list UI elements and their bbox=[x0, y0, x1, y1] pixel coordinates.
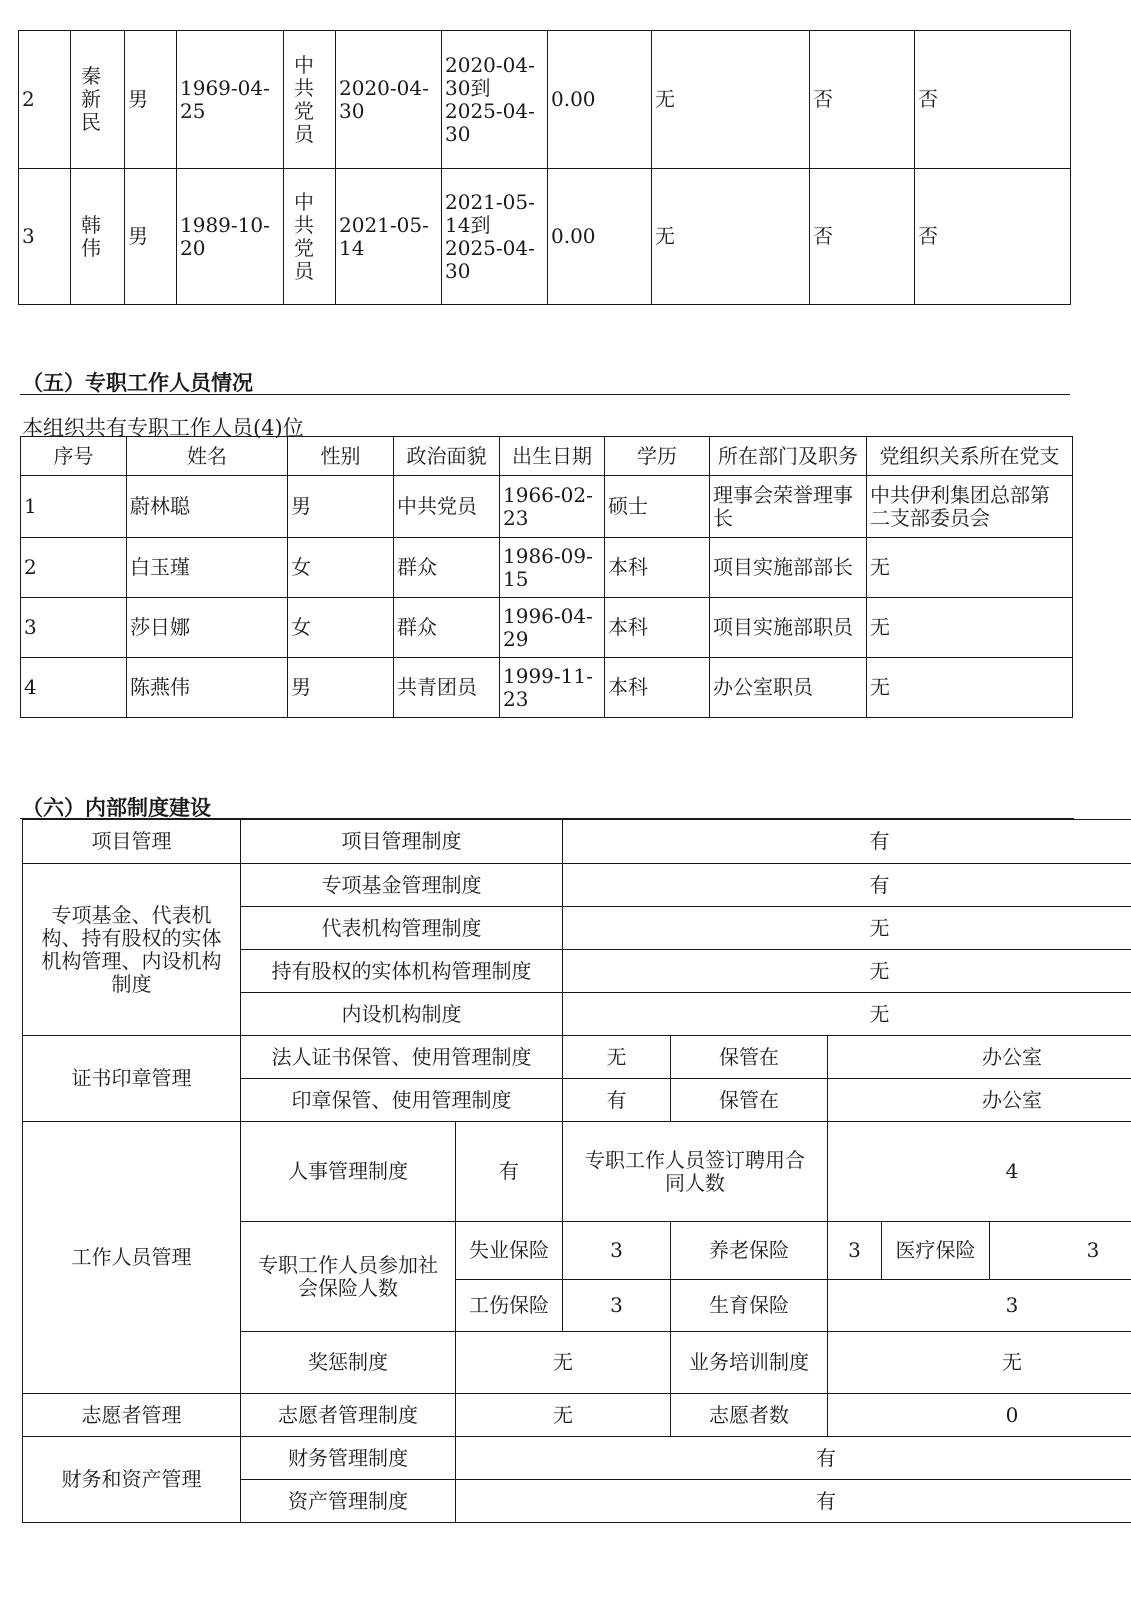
section-6-title: （六）内部制度建设 bbox=[22, 795, 211, 820]
staff-name: 白玉瑾 bbox=[127, 538, 288, 598]
member-col9: 无 bbox=[652, 169, 810, 305]
medical-label: 医疗保险 bbox=[882, 1222, 990, 1280]
special-funds-label: 专项基金、代表机构、持有股权的实体机构管理、内设机构制度 bbox=[23, 864, 241, 1036]
member-term: 2020-04-30到2025-04-30 bbox=[442, 31, 548, 169]
seal-kept: 办公室 bbox=[828, 1036, 1131, 1079]
hr-item: 人事管理制度 bbox=[241, 1122, 456, 1222]
staff-education: 本科 bbox=[605, 598, 710, 658]
staff-party-branch: 中共伊利集团总部第二支部委员会 bbox=[867, 476, 1073, 538]
pension-value: 3 bbox=[828, 1222, 882, 1280]
unemployment-label: 失业保险 bbox=[456, 1222, 563, 1280]
maternity-value: 3 bbox=[828, 1280, 1131, 1332]
finance-value: 有 bbox=[456, 1480, 1131, 1523]
training-value: 无 bbox=[828, 1332, 1131, 1394]
special-value: 无 bbox=[563, 907, 1131, 950]
member-name: 韩伟 bbox=[71, 169, 125, 305]
contract-value: 4 bbox=[828, 1122, 1131, 1222]
unemployment-value: 3 bbox=[563, 1222, 671, 1280]
finance-item: 资产管理制度 bbox=[241, 1480, 456, 1523]
member-col10: 否 bbox=[810, 169, 915, 305]
seal-item: 法人证书保管、使用管理制度 bbox=[241, 1036, 563, 1079]
member-col11: 否 bbox=[915, 31, 1071, 169]
special-value: 无 bbox=[563, 950, 1131, 993]
header-birth: 出生日期 bbox=[500, 437, 605, 476]
header-education: 学历 bbox=[605, 437, 710, 476]
special-value: 无 bbox=[563, 993, 1131, 1036]
staff-table bbox=[20, 436, 1073, 718]
staff-politics: 中共党员 bbox=[394, 476, 500, 538]
staff-header-row bbox=[21, 437, 1073, 476]
staff-party-branch: 无 bbox=[867, 538, 1073, 598]
staff-education: 硕士 bbox=[605, 476, 710, 538]
row-no: 3 bbox=[19, 169, 71, 305]
member-date: 2020-04-30 bbox=[336, 31, 442, 169]
training-label: 业务培训制度 bbox=[671, 1332, 828, 1394]
table-row bbox=[19, 169, 1071, 305]
staff-dept: 办公室职员 bbox=[710, 658, 867, 718]
volunteer-count-label: 志愿者数 bbox=[671, 1394, 828, 1437]
finance-label: 财务和资产管理 bbox=[23, 1437, 241, 1523]
staff-no: 3 bbox=[21, 598, 127, 658]
seal-item: 印章保管、使用管理制度 bbox=[241, 1079, 563, 1122]
row-no: 2 bbox=[19, 31, 71, 169]
staff-birth: 1999-11-23 bbox=[500, 658, 605, 718]
seal-kept-label: 保管在 bbox=[671, 1079, 828, 1122]
header-party-branch: 党组织关系所在党支 bbox=[867, 437, 1073, 476]
reward-label: 奖惩制度 bbox=[241, 1332, 456, 1394]
header-dept: 所在部门及职务 bbox=[710, 437, 867, 476]
special-item: 代表机构管理制度 bbox=[241, 907, 563, 950]
pension-label: 养老保险 bbox=[671, 1222, 828, 1280]
project-mgmt-value: 有 bbox=[563, 820, 1131, 864]
project-mgmt-item: 项目管理制度 bbox=[241, 820, 563, 864]
injury-label: 工伤保险 bbox=[456, 1280, 563, 1332]
member-birth: 1969-04-25 bbox=[177, 31, 284, 169]
table-row bbox=[21, 476, 1073, 538]
table-row bbox=[21, 658, 1073, 718]
seal-value: 有 bbox=[563, 1079, 671, 1122]
seal-value: 无 bbox=[563, 1036, 671, 1079]
staff-mgmt-label: 工作人员管理 bbox=[23, 1122, 241, 1394]
member-birth: 1989-10-20 bbox=[177, 169, 284, 305]
special-item: 持有股权的实体机构管理制度 bbox=[241, 950, 563, 993]
table-row bbox=[21, 598, 1073, 658]
member-amount: 0.00 bbox=[548, 169, 652, 305]
finance-value: 有 bbox=[456, 1437, 1131, 1480]
staff-education: 本科 bbox=[605, 538, 710, 598]
volunteer-value: 无 bbox=[456, 1394, 671, 1437]
staff-no: 1 bbox=[21, 476, 127, 538]
staff-gender: 男 bbox=[288, 658, 394, 718]
hr-value: 有 bbox=[456, 1122, 563, 1222]
injury-value: 3 bbox=[563, 1280, 671, 1332]
special-value: 有 bbox=[563, 864, 1131, 907]
staff-party-branch: 无 bbox=[867, 598, 1073, 658]
council-members-table bbox=[18, 30, 1071, 305]
staff-summary: 本组织共有专职工作人员(4)位 bbox=[22, 416, 304, 440]
staff-birth: 1996-04-29 bbox=[500, 598, 605, 658]
table-row bbox=[21, 538, 1073, 598]
seal-kept: 办公室 bbox=[828, 1079, 1131, 1122]
member-gender: 男 bbox=[125, 31, 177, 169]
member-col11: 否 bbox=[915, 169, 1071, 305]
member-gender: 男 bbox=[125, 169, 177, 305]
seal-mgmt-label: 证书印章管理 bbox=[23, 1036, 241, 1122]
staff-birth: 1986-09-15 bbox=[500, 538, 605, 598]
special-item: 内设机构制度 bbox=[241, 993, 563, 1036]
header-name: 姓名 bbox=[127, 437, 288, 476]
header-gender: 性别 bbox=[288, 437, 394, 476]
finance-item: 财务管理制度 bbox=[241, 1437, 456, 1480]
project-mgmt-label: 项目管理 bbox=[23, 820, 241, 864]
staff-politics: 群众 bbox=[394, 598, 500, 658]
staff-politics: 共青团员 bbox=[394, 658, 500, 718]
staff-name: 莎日娜 bbox=[127, 598, 288, 658]
staff-no: 2 bbox=[21, 538, 127, 598]
member-party: 中共党员 bbox=[284, 31, 336, 169]
member-term: 2021-05-14到2025-04-30 bbox=[442, 169, 548, 305]
maternity-label: 生育保险 bbox=[671, 1280, 828, 1332]
member-col10: 否 bbox=[810, 31, 915, 169]
member-name: 秦新民 bbox=[71, 31, 125, 169]
staff-name: 陈燕伟 bbox=[127, 658, 288, 718]
header-no: 序号 bbox=[21, 437, 127, 476]
staff-gender: 男 bbox=[288, 476, 394, 538]
staff-name: 蔚林聪 bbox=[127, 476, 288, 538]
staff-gender: 女 bbox=[288, 538, 394, 598]
staff-politics: 群众 bbox=[394, 538, 500, 598]
member-date: 2021-05-14 bbox=[336, 169, 442, 305]
staff-education: 本科 bbox=[605, 658, 710, 718]
seal-kept-label: 保管在 bbox=[671, 1036, 828, 1079]
special-item: 专项基金管理制度 bbox=[241, 864, 563, 907]
staff-birth: 1966-02-23 bbox=[500, 476, 605, 538]
insurance-label: 专职工作人员参加社会保险人数 bbox=[241, 1222, 456, 1332]
internal-system-table bbox=[22, 819, 1131, 1523]
member-party: 中共党员 bbox=[284, 169, 336, 305]
staff-party-branch: 无 bbox=[867, 658, 1073, 718]
table-row bbox=[19, 31, 1071, 169]
staff-no: 4 bbox=[21, 658, 127, 718]
header-politics: 政治面貌 bbox=[394, 437, 500, 476]
contract-label: 专职工作人员签订聘用合同人数 bbox=[563, 1122, 828, 1222]
volunteer-label: 志愿者管理 bbox=[23, 1394, 241, 1437]
volunteer-count: 0 bbox=[828, 1394, 1131, 1437]
staff-dept: 项目实施部部长 bbox=[710, 538, 867, 598]
section-5-title: （五）专职工作人员情况 bbox=[22, 370, 253, 395]
staff-gender: 女 bbox=[288, 598, 394, 658]
member-amount: 0.00 bbox=[548, 31, 652, 169]
volunteer-item: 志愿者管理制度 bbox=[241, 1394, 456, 1437]
staff-dept: 理事会荣誉理事长 bbox=[710, 476, 867, 538]
member-col9: 无 bbox=[652, 31, 810, 169]
section-5-rule bbox=[20, 394, 1070, 395]
medical-value: 3 bbox=[990, 1222, 1131, 1280]
reward-value: 无 bbox=[456, 1332, 671, 1394]
staff-dept: 项目实施部职员 bbox=[710, 598, 867, 658]
